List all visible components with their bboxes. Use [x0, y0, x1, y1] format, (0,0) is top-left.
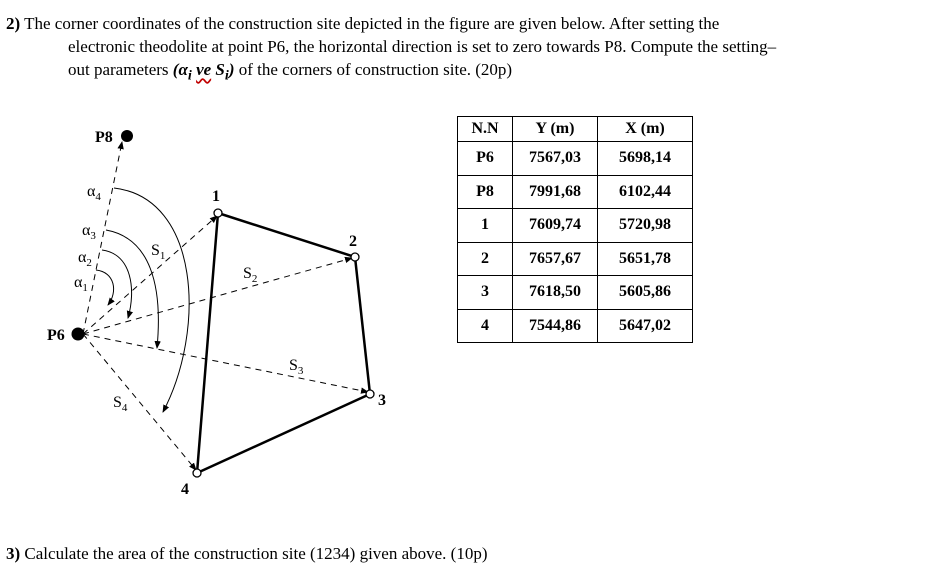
question-2-line-1: 2) The corner coordinates of the construction site depicted in the figure are given below. After setting the	[6, 14, 720, 33]
table-cell: 7544,86	[513, 309, 598, 343]
table-cell: 7991,68	[513, 175, 598, 209]
question-3-number: 3)	[6, 544, 21, 563]
column-header: Y (m)	[513, 117, 598, 142]
direction-line-4	[83, 334, 196, 470]
label-alpha-4: $\alpha_4$	[87, 183, 101, 203]
table-cell: P6	[458, 142, 513, 176]
corner-point-3	[366, 390, 374, 398]
corner-point-1	[214, 209, 222, 217]
table-cell: 5698,14	[598, 142, 693, 176]
label-s2: $S_2$	[243, 265, 258, 285]
table-cell: 5605,86	[598, 276, 693, 310]
label-corner-3: 3	[378, 392, 386, 409]
table-cell: 7618,50	[513, 276, 598, 310]
question-2-number: 2)	[6, 14, 21, 33]
table-cell: 1	[458, 209, 513, 243]
label-s4: $S_4$	[113, 394, 128, 414]
setting-out-parameters: ($\alpha_i$ ve $S_i$)	[172, 60, 235, 84]
construction-site-polygon	[197, 213, 370, 473]
direction-line-3	[83, 334, 368, 392]
corner-point-2	[351, 253, 359, 261]
table-cell: 3	[458, 276, 513, 310]
station-point-p6	[72, 328, 85, 341]
direction-line-2	[83, 258, 352, 334]
table-cell: 7567,03	[513, 142, 598, 176]
label-corner-4: 4	[181, 481, 189, 498]
label-alpha-2: $\alpha_2$	[78, 249, 92, 269]
label-p6: P6	[47, 327, 65, 344]
label-corner-2: 2	[349, 233, 357, 250]
question-2-line-2: electronic theodolite at point P6, the horizontal direction is set to zero towards P8. Compute the setting–	[68, 37, 777, 56]
angle-arc-alpha-2	[102, 250, 132, 318]
table-cell: 2	[458, 242, 513, 276]
table-cell: 5647,02	[598, 309, 693, 343]
label-alpha-1: $\alpha_1$	[74, 274, 88, 294]
label-p8: P8	[95, 129, 113, 146]
table-cell: 7657,67	[513, 242, 598, 276]
question-3: 3) Calculate the area of the construction site (1234) given above. (10p)	[6, 544, 488, 563]
angle-arc-alpha-4	[114, 188, 189, 412]
table-cell: 4	[458, 309, 513, 343]
table-cell: 7609,74	[513, 209, 598, 243]
table-cell: P8	[458, 175, 513, 209]
label-s3: $S_3$	[289, 357, 304, 377]
column-header: N.N	[458, 117, 513, 142]
table-cell: 5651,78	[598, 242, 693, 276]
corner-point-4	[193, 469, 201, 477]
station-point-p8	[121, 130, 133, 142]
label-s1: $S_1$	[151, 242, 166, 262]
label-corner-1: 1	[212, 188, 220, 205]
column-header: X (m)	[598, 117, 693, 142]
question-2-line-3: out parameters ($\alpha_i$ ve $S_i$) of the corners of construction site. (20p)	[68, 60, 513, 84]
table-cell: 5720,98	[598, 209, 693, 243]
label-alpha-3: $\alpha_3$	[82, 222, 96, 242]
table-cell: 6102,44	[598, 175, 693, 209]
angle-arc-alpha-1	[96, 270, 114, 305]
